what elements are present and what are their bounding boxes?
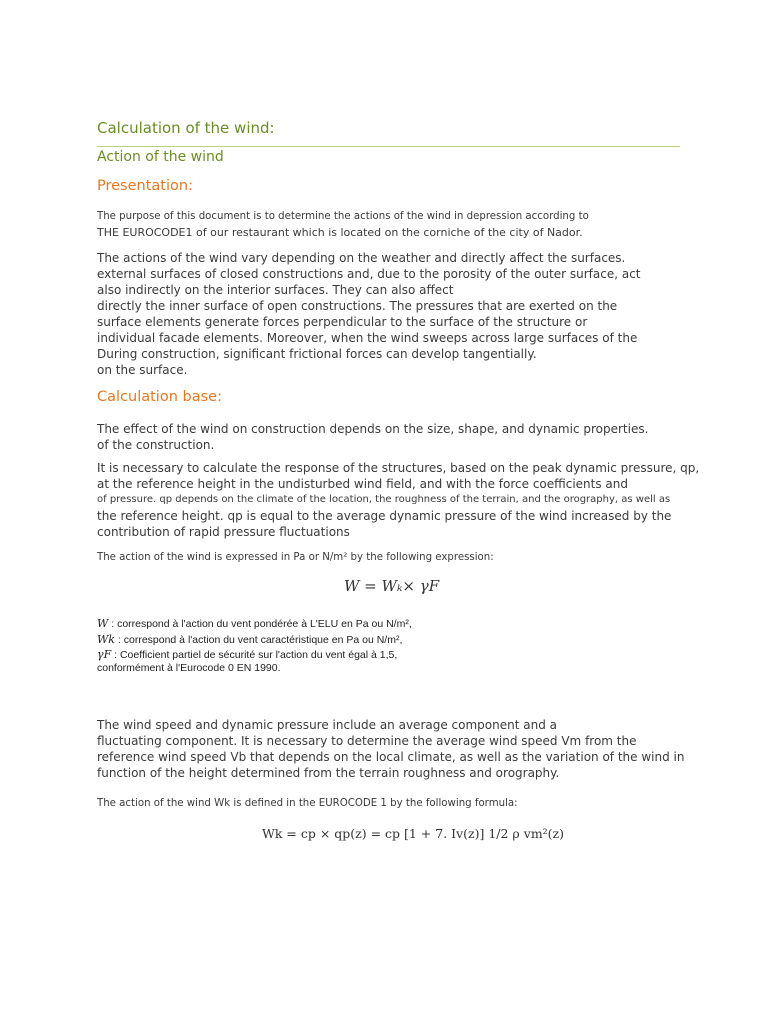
- legend-symbol: W: [97, 617, 109, 630]
- legend-text: : Coefficient partiel de sécurité sur l'action du vent égal à 1,5, conformément à l'Eurocode 0 EN 1990.: [97, 649, 398, 674]
- text-line: It is necessary to calculate the response of the structures, based on the peak dynamic pressure, qp,: [97, 461, 700, 475]
- text-line: at the reference height in the undisturbed wind field, and with the force coefficients and: [97, 477, 629, 491]
- text-line: of pressure. qp depends on the climate of the location, the roughness of the terrain, and the orography, as well as: [97, 494, 671, 505]
- formula-intro: The action of the wind Wk is defined in the EUROCODE 1 by the following formula:: [97, 798, 518, 809]
- text-line: The purpose of this document is to determine the actions of the wind in depression according to: [97, 211, 589, 222]
- formula-text: Wk = cp × qp(z) = cp [1 + 7. Iv(z)] 1/2 ρ vm²(z): [262, 826, 565, 841]
- text-line: on the surface.: [97, 363, 188, 377]
- presentation-body: [97, 250, 697, 378]
- text-line: the reference height. qp is equal to the average dynamic pressure of the wind increased by the: [97, 509, 672, 523]
- text-line: The actions of the wind vary depending on the weather and directly affect the surfaces.: [97, 251, 626, 265]
- legend-text: : correspond à l'action du vent caractéristique en Pa ou N/m²,: [114, 633, 403, 646]
- wk-formula: [262, 826, 564, 841]
- text-line: function of the height determined from the terrain roughness and orography.: [97, 766, 560, 780]
- legend-item: [97, 618, 417, 631]
- formula-text: W = Wₖ× γF: [344, 577, 440, 595]
- legend-text: : correspond à l'action du vent pondérée à L'ELU en Pa ou N/m²,: [108, 618, 412, 630]
- page-title: Calculation of the wind:: [97, 119, 275, 137]
- text-line: surface elements generate forces perpendicular to the surface of the structure or: [97, 315, 588, 329]
- wind-action-formula: [344, 577, 439, 595]
- text-line: During construction, significant frictional forces can develop tangentially.: [97, 347, 537, 361]
- text-line: directly the inner surface of open constructions. The pressures that are exerted on the: [97, 299, 618, 313]
- legend-symbol: γF: [97, 648, 112, 661]
- calc-paragraph-1: [97, 421, 697, 453]
- text-line: THE EUROCODE1 of our restaurant which is located on the corniche of the city of Nador.: [97, 226, 583, 239]
- text-line: contribution of rapid pressure fluctuations: [97, 525, 350, 539]
- presentation-intro: [97, 209, 697, 241]
- text-line: reference wind speed Vb that depends on the local climate, as well as the variation of the wind in: [97, 750, 685, 764]
- text-line: The effect of the wind on construction depends on the size, shape, and dynamic properties.: [97, 422, 649, 436]
- presentation-heading: Presentation:: [97, 178, 193, 194]
- calc-paragraph-3: [97, 717, 697, 781]
- text-line: also indirectly on the interior surfaces. They can also affect: [97, 283, 454, 297]
- section-subtitle: Action of the wind: [97, 149, 224, 165]
- legend-item: [97, 649, 417, 674]
- title-divider: [97, 146, 680, 147]
- text-line: fluctuating component. It is necessary to determine the average wind speed Vm from the: [97, 734, 637, 748]
- expression-intro: The action of the wind is expressed in Pa or N/m² by the following expression:: [97, 552, 494, 563]
- text-line: The wind speed and dynamic pressure include an average component and a: [97, 718, 557, 732]
- legend-item: [97, 634, 417, 647]
- calculation-base-heading: Calculation base:: [97, 389, 222, 405]
- formula-legend: [97, 618, 417, 677]
- text-line: of the construction.: [97, 438, 215, 452]
- legend-symbol: Wk: [97, 632, 115, 646]
- text-line: external surfaces of closed constructions and, due to the porosity of the outer surface, act: [97, 267, 641, 281]
- text-line: individual facade elements. Moreover, when the wind sweeps across large surfaces of the: [97, 331, 638, 345]
- calc-paragraph-2: [97, 460, 700, 540]
